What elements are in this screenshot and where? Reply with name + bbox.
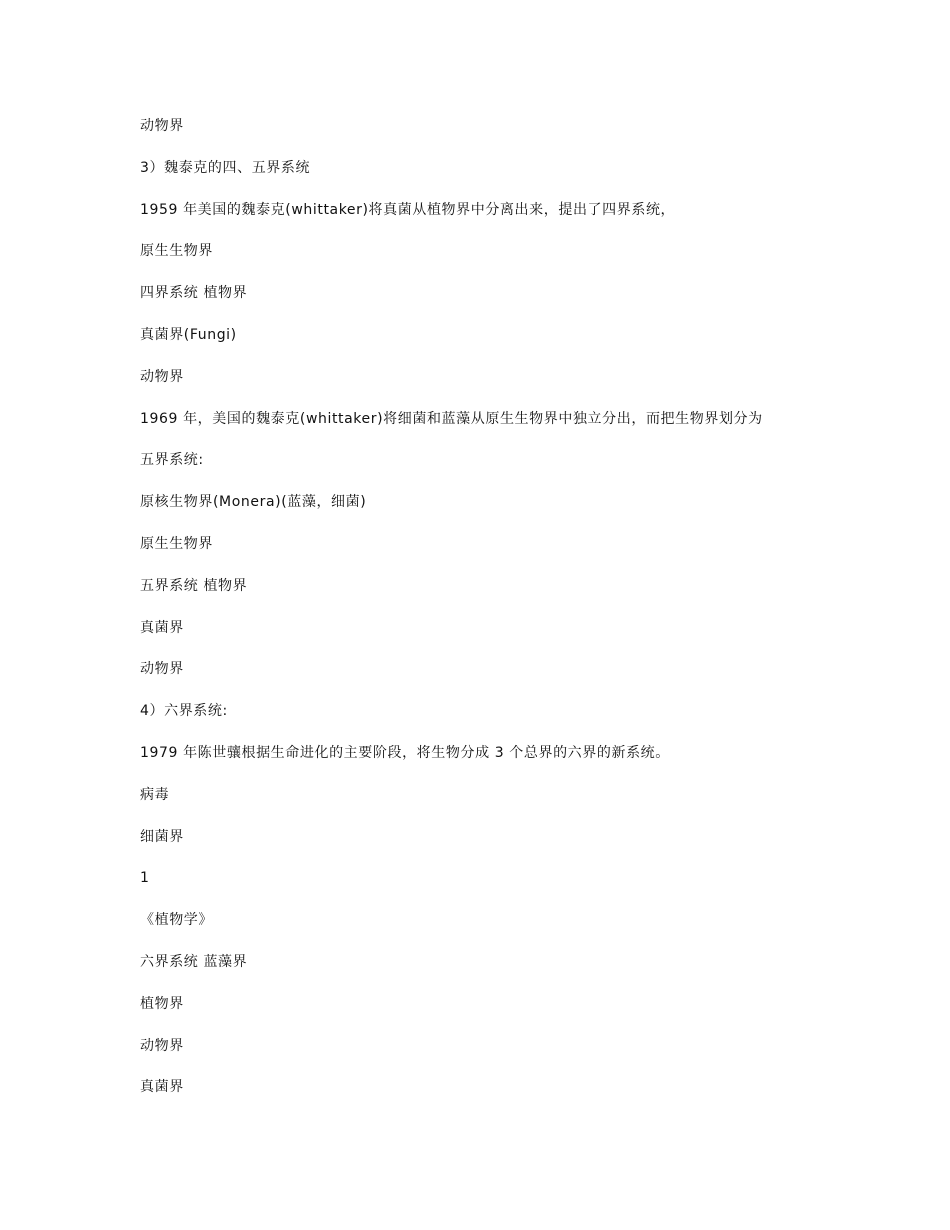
text-line: 动物界 — [140, 118, 184, 134]
text-line: 动物界 — [140, 368, 184, 385]
text-line: 五界系统 植物界 — [140, 577, 248, 594]
page-number: 1 — [140, 870, 150, 887]
paragraph: 1969 年，美国的魏泰克(whittaker)将细菌和蓝藻从原生生物界中独立分出，而把生物界划分为 — [140, 410, 763, 427]
text-line: 动物界 — [140, 661, 184, 678]
paragraph: 1979 年陈世骧根据生命进化的主要阶段，将生物分成 3 个总界的六界的新系统。 — [140, 744, 670, 761]
text-line: 原生生物界 — [140, 243, 213, 260]
text-line: 原生生物界 — [140, 535, 213, 552]
paragraph: 1959 年美国的魏泰克(whittaker)将真菌从植物界中分离出来，提出了四界系统， — [140, 201, 676, 218]
section-heading: 3）魏泰克的四、五界系统 — [140, 159, 311, 176]
document-body — [140, 113, 860, 1116]
book-title: 《植物学》 — [140, 912, 213, 929]
text-line: 六界系统 蓝藻界 — [140, 953, 248, 970]
text-line: 动物界 — [140, 1037, 184, 1054]
text-line: 原核生物界(Monera)(蓝藻，细菌) — [140, 494, 367, 511]
text-line: 真菌界 — [140, 1079, 184, 1096]
text-line: 真菌界(Fungi) — [140, 326, 237, 343]
text-line: 四界系统 植物界 — [140, 285, 248, 302]
text-line: 植物界 — [140, 995, 184, 1012]
text-line: 病毒 — [140, 786, 170, 803]
section-heading: 4）六界系统: — [140, 703, 228, 720]
text-line: 细菌界 — [140, 828, 184, 845]
text-line: 真菌界 — [140, 619, 184, 636]
text-line: 五界系统: — [140, 452, 204, 469]
